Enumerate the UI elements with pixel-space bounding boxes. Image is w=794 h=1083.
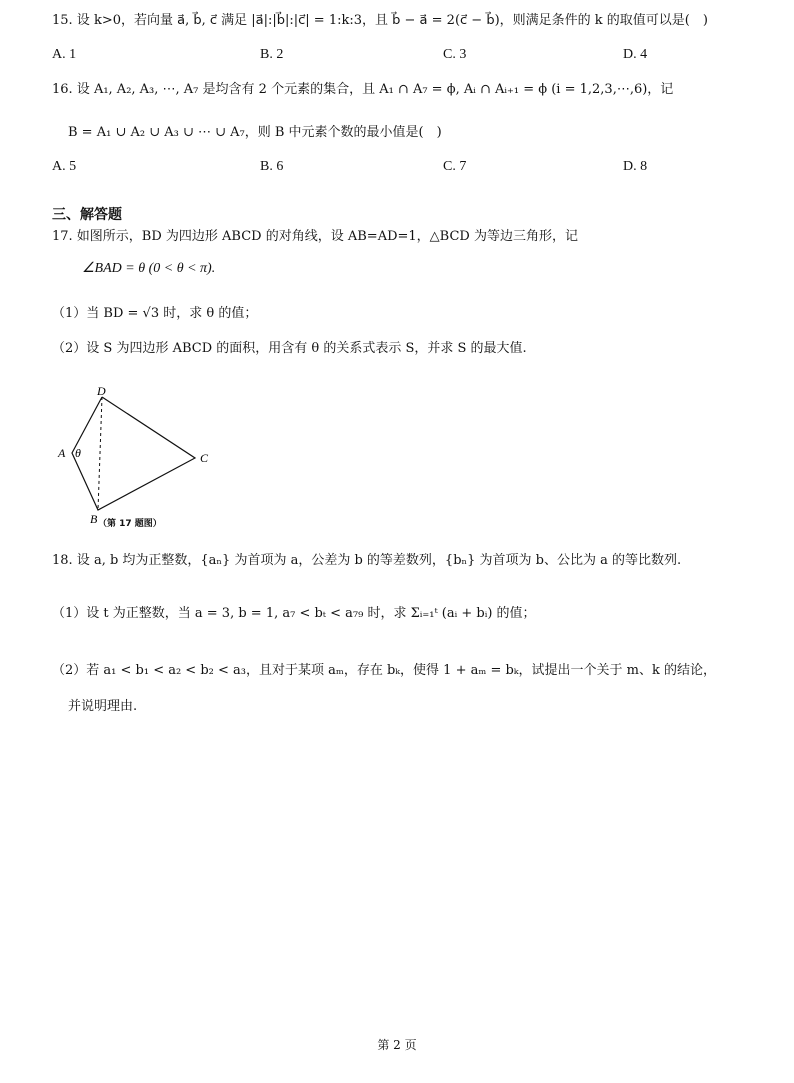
q18-part2-cont: 并说明理由. — [68, 699, 138, 714]
label-c: C — [200, 451, 209, 465]
q17-line2: ∠BAD = θ (0 < θ < π). — [82, 261, 216, 276]
q15-option-d: D. 4 — [623, 47, 648, 62]
q18-line1: 18. 设 a, b 均为正整数，{aₙ} 为首项为 a，公差为 b 的等差数列，{bₙ} 为首项为 b、公比为 a 的等比数列. — [52, 553, 682, 568]
q18-part1: （1）设 t 为正整数，当 a = 3, b = 1, a₇ < bₜ < a₇₉ 时，求 Σᵢ₌₁ᵗ (aᵢ + bᵢ) 的值； — [52, 606, 536, 621]
q16-option-a: A. 5 — [52, 159, 77, 174]
label-theta: θ — [75, 446, 81, 460]
q15-option-c: C. 3 — [443, 47, 467, 62]
label-d: D — [97, 384, 106, 398]
q15-option-a: A. 1 — [52, 47, 77, 62]
q17-part2: （2）设 S 为四边形 ABCD 的面积，用含有 θ 的关系式表示 S，并求 S 的最大值. — [52, 341, 527, 356]
q16-line2: B = A₁ ∪ A₂ ∪ A₃ ∪ ⋯ ∪ A₇，则 B 中元素个数的最小值是( ) — [68, 125, 442, 140]
q17-line1: 17. 如图所示，BD 为四边形 ABCD 的对角线，设 AB=AD=1，△BCD 为等边三角形，记 — [52, 229, 578, 244]
q16-line1: 16. 设 A₁, A₂, A₃, ⋯, A₇ 是均含有 2 个元素的集合，且 A₁ ∩ A₇ = ϕ, Aᵢ ∩ Aᵢ₊₁ = ϕ (i = 1,2,3,⋯,6)，记 — [52, 82, 674, 97]
q16-option-d: D. 8 — [623, 159, 648, 174]
q17-part1: （1）当 BD = √3 时，求 θ 的值； — [52, 306, 258, 321]
q17-figure-caption: （第 17 题图） — [98, 519, 162, 529]
q16-option-c: C. 7 — [443, 159, 467, 174]
page-footer: 第 2 页 — [377, 1038, 417, 1052]
section-heading: 三、解答题 — [52, 207, 122, 223]
q15-option-b: B. 2 — [260, 47, 284, 62]
label-a: A — [58, 446, 66, 460]
q16-option-b: B. 6 — [260, 159, 284, 174]
quadrilateral-outline — [72, 397, 195, 510]
q15-text: 15. 设 k>0，若向量 a⃗, b⃗, c⃗ 满足 |a⃗|:|b⃗|:|c⃗| = 1:k:3，且 b⃗ − a⃗ = 2(c⃗ − b⃗)，则满足条件的 k 的取值可以是( ) — [52, 13, 708, 28]
label-b: B — [90, 512, 98, 526]
q17-figure — [50, 383, 220, 533]
q18-part2: （2）若 a₁ < b₁ < a₂ < b₂ < a₃，且对于某项 aₘ，存在 bₖ，使得 1 + aₘ = bₖ，试提出一个关于 m、k 的结论， — [52, 663, 717, 678]
diagonal-bd — [98, 397, 102, 510]
